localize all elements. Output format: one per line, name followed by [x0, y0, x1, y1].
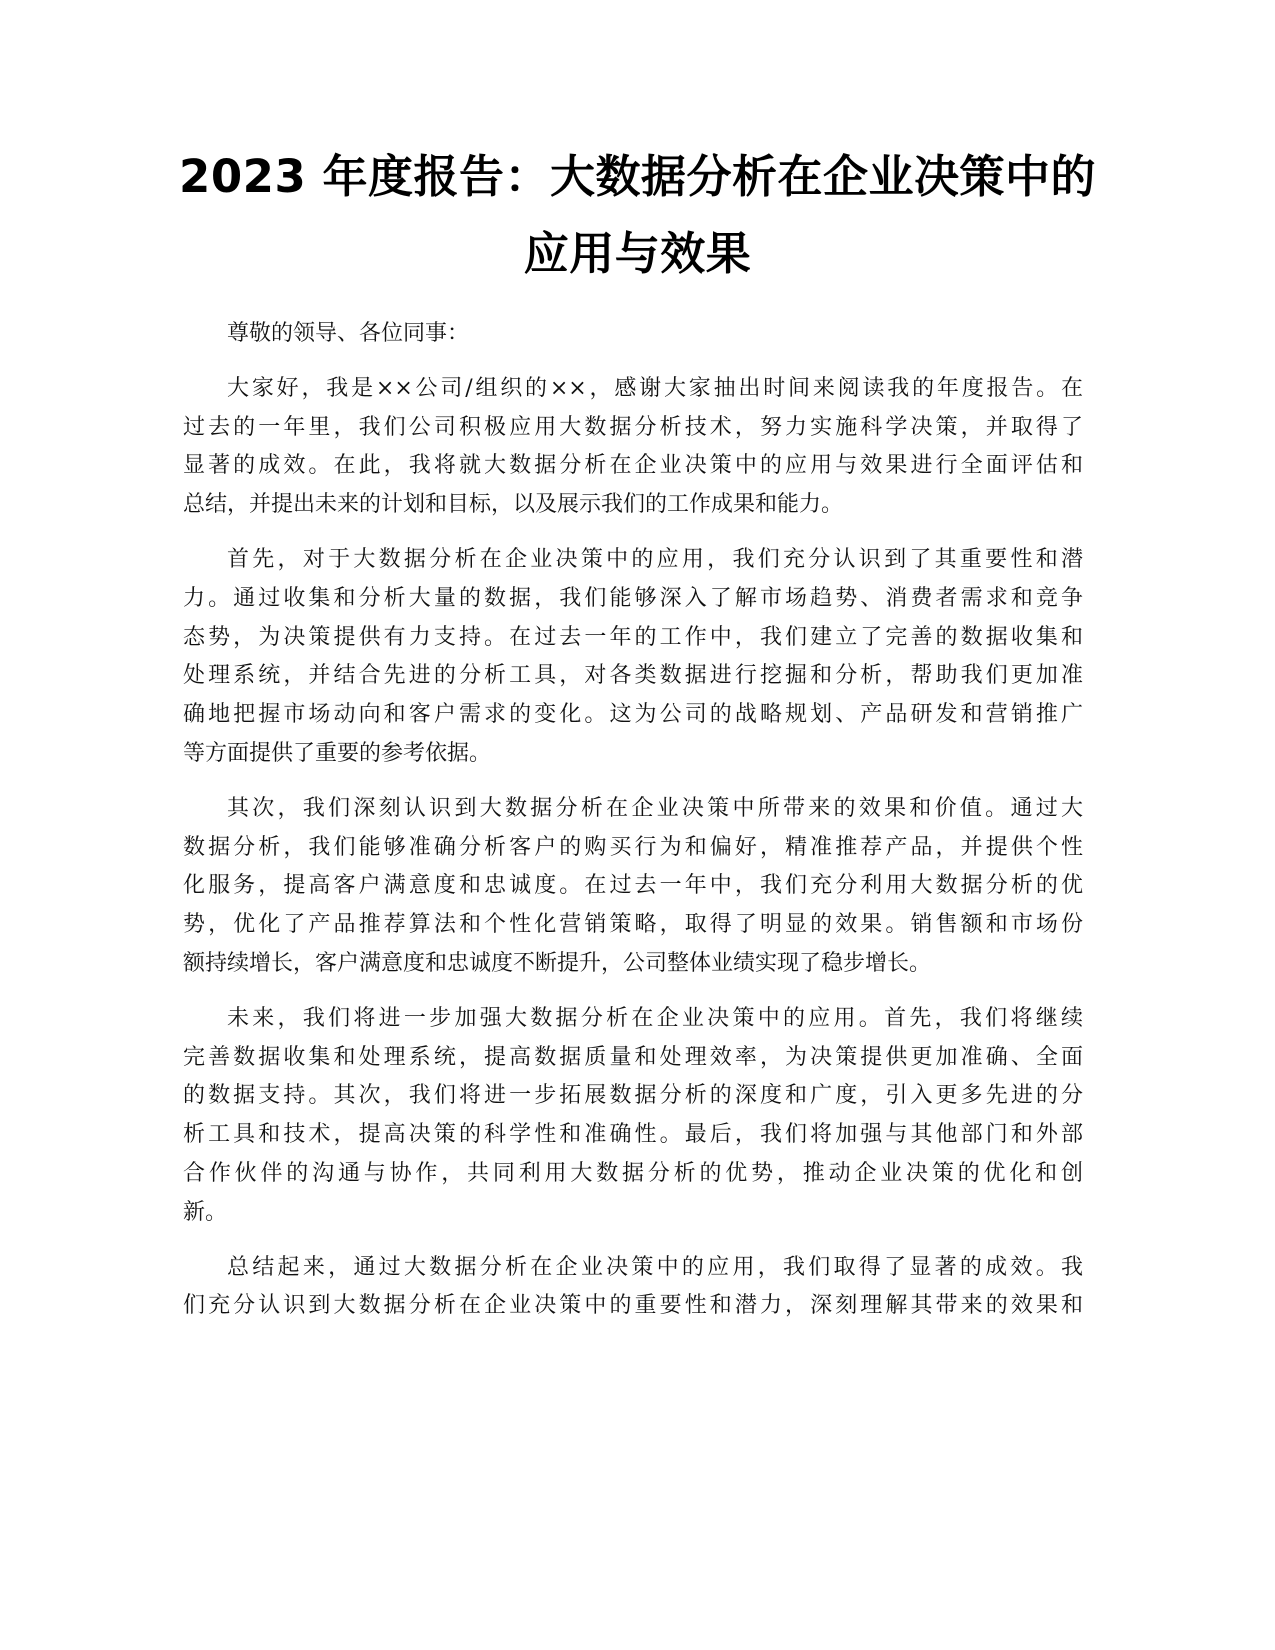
paragraph-summary: [183, 1249, 1083, 1327]
paragraph-line: 额持续增长，客户满意度和忠诚度不断提升，公司整体业绩实现了稳步增长。: [183, 950, 932, 976]
paragraph-line: 处理系统，并结合先进的分析工具，对各类数据进行挖掘和分析，帮助我们更加准: [183, 663, 1083, 689]
title-line-1: 2023 年度报告：大数据分析在企业决策中的: [179, 150, 1096, 203]
paragraph-line: 新。: [183, 1199, 228, 1225]
paragraph-line: 们充分认识到大数据分析在企业决策中的重要性和潜力，深刻理解其带来的效果和: [183, 1293, 1083, 1319]
paragraph-line: 总结，并提出未来的计划和目标，以及展示我们的工作成果和能力。: [183, 492, 844, 518]
paragraph-line: 的数据支持。其次，我们将进一步拓展数据分析的深度和广度，引入更多先进的分: [183, 1083, 1083, 1109]
paragraph-effects: [183, 790, 1083, 984]
paragraph-line: 析工具和技术，提高决策的科学性和准确性。最后，我们将加强与其他部门和外部: [183, 1122, 1083, 1148]
salutation: 尊敬的领导、各位同事：: [227, 321, 470, 346]
paragraph-line: 首先，对于大数据分析在企业决策中的应用，我们充分认识到了其重要性和潜: [227, 546, 1083, 572]
paragraph-line: 力。通过收集和分析大量的数据，我们能够深入了解市场趋势、消费者需求和竞争: [183, 585, 1083, 611]
paragraph-line: 总结起来，通过大数据分析在企业决策中的应用，我们取得了显著的成效。我: [227, 1254, 1083, 1280]
paragraph-line: 态势，为决策提供有力支持。在过去一年的工作中，我们建立了完善的数据收集和: [183, 624, 1083, 650]
paragraph-line: 完善数据收集和处理系统，提高数据质量和处理效率，为决策提供更加准确、全面: [183, 1044, 1083, 1070]
paragraph-introduction: [183, 370, 1083, 525]
report-body: [183, 315, 1083, 1326]
paragraph-line: 确地把握市场动向和客户需求的变化。这为公司的战略规划、产品研发和营销推广: [183, 702, 1083, 728]
page-title: [150, 138, 1125, 292]
paragraph-line: 势，优化了产品推荐算法和个性化营销策略，取得了明显的效果。销售额和市场份: [183, 912, 1083, 938]
paragraph-line: 等方面提供了重要的参考依据。: [183, 740, 492, 766]
paragraph-line: 数据分析，我们能够准确分析客户的购买行为和偏好，精准推荐产品，并提供个性: [183, 834, 1083, 860]
paragraph-line: 大家好，我是××公司/组织的××，感谢大家抽出时间来阅读我的年度报告。在: [227, 375, 1083, 401]
paragraph-line: 显著的成效。在此，我将就大数据分析在企业决策中的应用与效果进行全面评估和: [183, 453, 1083, 479]
paragraph-line: 化服务，提高客户满意度和忠诚度。在过去一年中，我们充分利用大数据分析的优: [183, 873, 1083, 899]
paragraph-line: 过去的一年里，我们公司积极应用大数据分析技术，努力实施科学决策，并取得了: [183, 414, 1083, 440]
paragraph-line: 合作伙伴的沟通与协作，共同利用大数据分析的优势，推动企业决策的优化和创: [183, 1160, 1083, 1186]
paragraph-application: [183, 541, 1083, 774]
paragraph-line: 其次，我们深刻认识到大数据分析在企业决策中所带来的效果和价值。通过大: [227, 795, 1083, 821]
paragraph-line: 未来，我们将进一步加强大数据分析在企业决策中的应用。首先，我们将继续: [227, 1005, 1083, 1031]
paragraph-future: [183, 1000, 1083, 1233]
title-line-2: 应用与效果: [523, 227, 752, 280]
